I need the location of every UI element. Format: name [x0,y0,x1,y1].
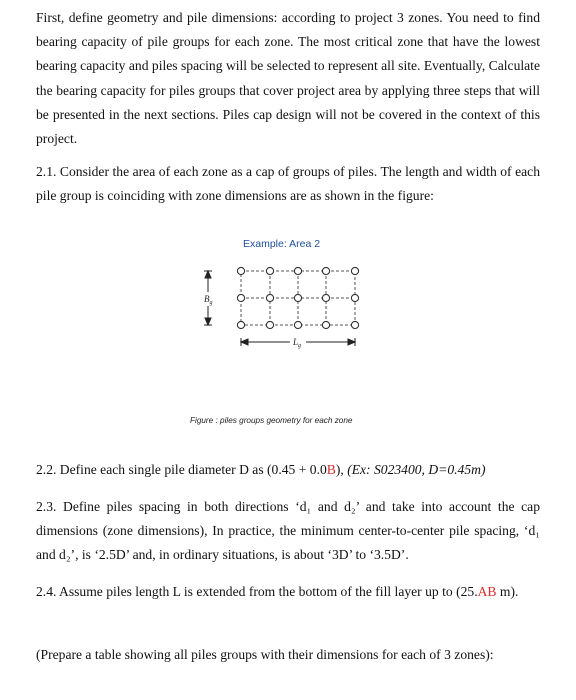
pile-circle [351,267,358,274]
pile-group-figure [200,258,370,358]
pile-circle [237,321,244,328]
width-label-sub: g [209,300,213,306]
pile-circle [266,267,273,274]
text-segment: m). [496,584,519,599]
paragraph-instruction: (Prepare a table showing all piles groups with their dimensions for each of 3 zones): [36,647,494,662]
pile-circle [266,321,273,328]
length-label-sub: g [298,343,302,349]
text-segment: ), [335,462,348,477]
pile-circle [322,294,329,301]
paragraph-2-1: 2.1. Consider the area of each zone as a cap of groups of piles. The length and width of each pile group is coinciding with zone dimensions are as shown in the figure: [36,164,540,204]
pile-circle [294,294,301,301]
paragraph-intro: First, define geometry and pile dimensions: according to project 3 zones. You need to find bearing capacity of pile groups for each zone. The most critical zone that have the lowest bearing capacity and piles spacing will be selected to represent all site. Eventually, Calculate the bearing capacity for piles groups that cover project area by applying three steps that will be presented in the next sections. Piles cap design will not be covered in the context of this project. [36,10,540,147]
paragraph-2-4 [36,580,540,604]
arrow-up-icon [205,271,211,278]
width-label-main: B [204,294,210,304]
arrow-down-icon [205,318,211,325]
paragraph-2-2 [36,458,540,482]
pile-circle [294,267,301,274]
example-text: (Ex: S023400, D=0.45m) [347,462,486,477]
pile-circle [351,321,358,328]
pile-circle [266,294,273,301]
figure-title: Example: Area 2 [243,238,321,250]
highlight-text: B [326,462,336,477]
text-segment: 2.4. Assume piles length L is extended from the bottom of the fill layer up to (25. [36,584,478,599]
pile-circle [294,321,301,328]
figure-caption: Figure : piles groups geometry for each zone [190,416,353,425]
highlight-text: AB [477,584,497,599]
pile-circle [351,294,358,301]
pile-circle [322,267,329,274]
pile-circle [237,267,244,274]
paragraph-2-3: 2.3. Define piles spacing in both directions ‘d₁ and d₂’ and take into account the cap dimensions (zone dimensions), In practice, the minimum center-to-center pile spacing, ‘d₁ and d₂’, is ‘2.5D’ and, in ordinary situations, is about ‘3D’ to ‘3.5D’. [36,499,540,563]
arrow-right-icon [348,339,355,345]
pile-circle [237,294,244,301]
pile-circle [322,321,329,328]
length-label-main: L [293,337,299,347]
arrow-left-icon [241,339,248,345]
text-segment: 2.2. Define each single pile diameter D as (0.45 + 0.0 [36,462,327,477]
